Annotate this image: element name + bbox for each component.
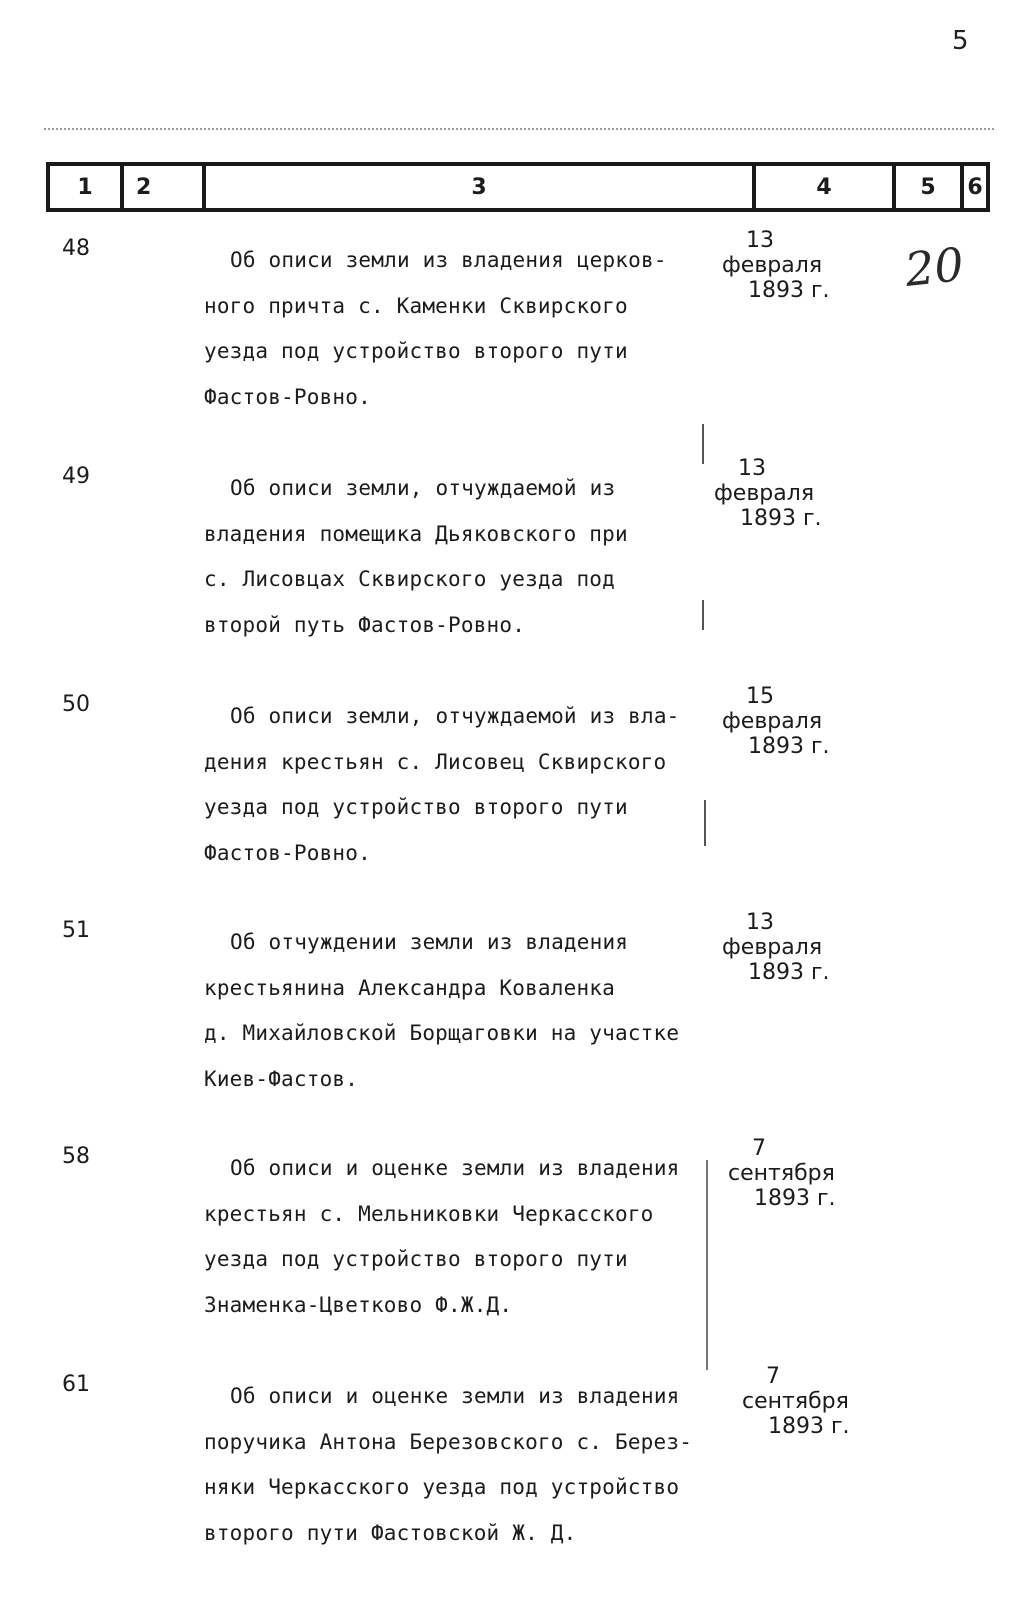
date-day: 15 [746, 684, 774, 709]
entry-description: Об описи и оценке земли из владения крестьян с. Мельниковки Черкасского уезда под устройство второго пути Знаменка-Цветково Ф.Ж.Д. [204, 1156, 680, 1317]
entry-number: 61 [62, 1372, 90, 1397]
scan-mark [706, 1160, 708, 1370]
entry-date [742, 1364, 872, 1439]
date-year: 1893 г. [748, 278, 830, 303]
date-month: сентября [742, 1389, 849, 1414]
list-item [0, 684, 1024, 892]
entry-date [722, 684, 852, 759]
date-month: февраля [722, 935, 823, 960]
entry-number: 49 [62, 464, 90, 489]
entry-description: Об описи земли из владения церков- ного причта с. Каменки Сквирского уезда под устройство второго пути Фастов-Ровно. [204, 248, 667, 409]
date-year: 1893 г. [748, 734, 830, 759]
date-day: 13 [746, 910, 774, 935]
column-header-6: 6 [960, 166, 990, 208]
column-header-1: 1 [46, 166, 120, 208]
entry-number: 51 [62, 918, 90, 943]
dotted-divider [44, 128, 994, 130]
scan-mark [702, 600, 704, 630]
date-month: февраля [714, 481, 815, 506]
column-header-3: 3 [202, 166, 752, 208]
entry-date [722, 910, 852, 985]
entry-description: Об описи земли, отчуждаемой из вла- дения крестьян с. Лисовец Сквирского уезда под устройство второго пути Фастов-Ровно. [204, 704, 680, 865]
column-header-4: 4 [752, 166, 892, 208]
list-item [0, 1136, 1024, 1344]
entry-date [722, 228, 852, 303]
date-month: сентября [728, 1161, 835, 1186]
scan-mark [702, 424, 704, 464]
date-year: 1893 г. [740, 506, 822, 531]
scan-mark [704, 800, 706, 846]
date-month: февраля [722, 253, 823, 278]
handwritten-margin-note: 20 [902, 237, 967, 297]
date-day: 7 [766, 1364, 780, 1389]
entry-number: 50 [62, 692, 90, 717]
entry-description: Об описи земли, отчуждаемой из владения помещика Дьяковского при с. Лисовцах Сквирского уезда под второй путь Фастов-Ровно. [204, 476, 628, 637]
list-item [0, 228, 1024, 436]
date-year: 1893 г. [768, 1414, 850, 1439]
entry-number: 48 [62, 236, 90, 261]
list-item [0, 910, 1024, 1118]
entry-date [714, 456, 844, 531]
date-year: 1893 г. [754, 1186, 836, 1211]
list-item [0, 456, 1024, 664]
entry-description: Об отчуждении земли из владения крестьянина Александра Коваленка д. Михайловской Борщаговки на участке Киев-Фастов. [204, 930, 680, 1091]
date-day: 13 [746, 228, 774, 253]
page-number: 5 [952, 26, 969, 56]
column-header-5: 5 [892, 166, 960, 208]
column-header-row [46, 162, 990, 212]
column-header-2: 2 [120, 166, 202, 208]
entry-number: 58 [62, 1144, 90, 1169]
date-year: 1893 г. [748, 960, 830, 985]
date-day: 13 [738, 456, 766, 481]
date-day: 7 [752, 1136, 766, 1161]
date-month: февраля [722, 709, 823, 734]
list-item [0, 1364, 1024, 1572]
entry-description: Об описи и оценке земли из владения поручика Антона Березовского с. Берез- няки Черкасского уезда под устройство второго пути Фастовской Ж. Д. [204, 1384, 693, 1545]
entry-date [728, 1136, 858, 1211]
